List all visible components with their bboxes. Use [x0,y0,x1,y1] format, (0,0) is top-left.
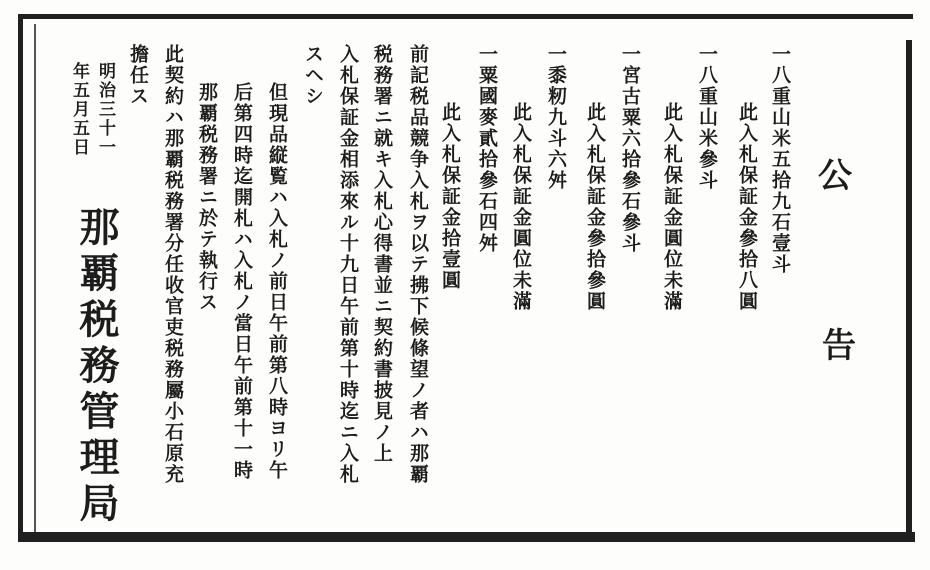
body-line-4: スヘシ [302,44,324,107]
deposit-rice-yaeyama-2: 此入札保証金圓位未滿 [661,102,683,312]
body-line-8: 此契約ハ那覇税務署分任收官吏税務屬小石原充 [162,44,184,485]
body-line-5: 但現品縦覧ハ入札ノ前日午前第八時ヨリ午 [266,82,288,481]
deposit-millet-miyako: 此入札保証金參拾參圓 [584,102,606,312]
item-millet-miyako: 一宮古粟六拾參石參斗 [619,44,641,254]
top-border [18,14,913,19]
right-border [906,40,912,535]
bottom-border [20,532,915,542]
item-wheat-awaguni: 一粟國麥貳拾參石四舛 [476,44,498,254]
deposit-millet-grain: 此入札保証金圓位未滿 [510,102,532,312]
body-line-3: 入札保証金相添來ル十九日午前第十時迄ニ入札 [337,44,359,485]
item-rice-yaeyama-1: 一八重山米五拾九石壹斗 [769,44,791,275]
body-line-2: 税務署ニ就キ入札心得書並ニ契約書披見ノ上 [371,44,393,464]
item-rice-yaeyama-2: 一八重山米參斗 [696,44,718,191]
notice-title-char-1: 公 [818,156,852,196]
notice-title-char-2: 告 [822,326,856,366]
body-line-7: 那覇税務署ニ於テ執行ス [196,82,218,313]
deposit-rice-yaeyama-1: 此入札保証金參拾八圓 [736,102,758,312]
left-border [18,14,23,542]
left-inner-border [34,24,36,532]
date-line-2: 年五月五日 [69,62,89,157]
body-line-6: 后第四時迄開札ハ入札ノ當日午前第十一時 [231,82,253,481]
item-millet-grain: 一黍籾九斗六舛 [545,44,567,191]
deposit-wheat-awaguni: 此入札保証金拾壹圓 [439,102,461,291]
issuing-office: 那覇税務管理局 [73,206,120,528]
body-line-9: 擔任ス [127,44,149,107]
body-line-1: 前記税品競争入札ヲ以テ拂下候條望ノ者ハ那覇 [407,44,429,485]
date-line-1: 明治三十一 [95,62,115,157]
